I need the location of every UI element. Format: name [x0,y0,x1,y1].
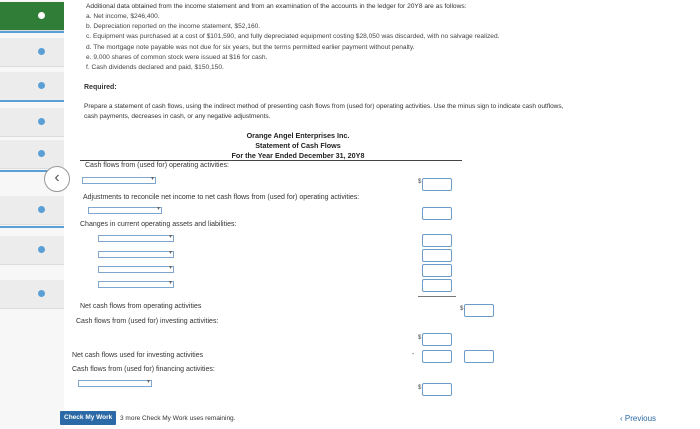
currency-symbol: $ [418,179,422,185]
list-item: a. Net income, $246,400. [86,13,160,20]
currency-symbol: $ [418,335,422,341]
change-select-2[interactable] [98,251,174,258]
investing-amount-input-2[interactable] [422,350,452,363]
list-item: e. 9,000 shares of common stock were issued at $16 for cash. [86,53,268,61]
list-item: b. Depreciation reported on the income statement, $52,160. [86,23,261,31]
nav-divider [0,31,64,33]
investing-amount-input-1[interactable] [422,333,452,346]
operating-heading: Cash flows from (used for) operating activities: [85,162,229,169]
list-item: d. The mortgage note payable was not due for six years, but the terms permitted earlier payment without penalty. [86,43,415,51]
back-button[interactable] [44,166,70,192]
nav-item-7[interactable] [0,236,64,265]
statement-period: For the Year Ended December 31, 20Y8 [231,151,365,160]
nav-item-4[interactable] [0,108,64,137]
net-investing-amount-input[interactable] [464,350,494,363]
investing-heading: Cash flows from (used for) investing activities: [76,318,219,325]
check-my-work-button[interactable]: Check My Work [60,411,116,425]
currency-symbol: $ [460,306,464,312]
nav-item-8[interactable] [0,280,64,309]
nav-dot [38,150,45,157]
change-select-3[interactable] [98,266,174,273]
subtotal-rule [418,296,456,297]
data-list [86,12,499,73]
nav-item-5[interactable] [0,140,64,169]
list-item: c. Equipment was purchased at a cost of $101,590, and fully depreciated equipment costing $28,050 was discarded, with no salvage realized. [86,33,500,41]
financing-heading: Cash flows from (used for) financing activities: [72,366,215,373]
intro-text: Additional data obtained from the income statement and from an examination of the accounts in the ledger for 20Y8 are as follows: [86,3,467,10]
header-rule [80,160,462,161]
sidebar-nav [0,0,64,429]
net-investing-label: Net cash flows used for investing activities [72,352,204,359]
change-select-1[interactable] [98,235,174,242]
nav-dot [38,290,45,297]
nav-dot [38,118,45,125]
nav-item-1[interactable] [0,2,64,31]
list-item: f. Cash dividends declared and paid, $150,150. [86,64,224,72]
nav-item-6[interactable] [0,196,64,225]
net-income-amount-input[interactable] [422,178,452,191]
nav-item-3[interactable] [0,72,64,101]
instructions-line-2: cash payments, decreases in cash, or any negative adjustments. [84,113,271,120]
change-select-4[interactable] [98,281,174,288]
financing-select[interactable] [78,380,152,387]
change-amount-input-1[interactable] [422,234,452,247]
minus-sign: - [412,351,415,358]
adjustments-heading: Adjustments to reconcile net income to net cash flows from (used for) operating activities: [83,194,360,201]
nav-item-2[interactable] [0,38,64,67]
currency-symbol: $ [418,385,422,391]
check-remaining-note: 3 more Check My Work uses remaining. [120,415,236,422]
nav-dot [38,48,45,55]
adjustment-amount-input[interactable] [422,207,452,220]
net-operating-amount-input[interactable] [464,304,494,317]
company-name: Orange Angel Enterprises Inc. [246,131,350,140]
nav-divider [0,100,64,102]
nav-dot [38,82,45,89]
changes-heading: Changes in current operating assets and liabilities: [80,221,237,228]
problem-content [64,0,700,429]
chevron-left-icon: ‹ [620,414,625,423]
nav-divider [0,226,64,228]
previous-button[interactable] [620,414,656,423]
nav-dot [38,246,45,253]
change-amount-input-2[interactable] [422,249,452,262]
change-amount-input-3[interactable] [422,264,452,277]
net-operating-label: Net cash flows from operating activities [80,303,202,310]
chevron-left-icon: ‹ [54,169,60,186]
nav-dot [38,12,45,19]
change-amount-input-4[interactable] [422,279,452,292]
required-label: Required: [84,84,117,91]
adjustment-select[interactable] [88,207,162,214]
statement-title: Statement of Cash Flows [255,141,341,150]
operating-label-select[interactable] [82,177,156,184]
previous-label: Previous [624,414,657,423]
instructions-line-1: Prepare a statement of cash flows, using the indirect method of presenting cash flows from (used for) operating activities. Use the minus sign to indicate cash outflows, [84,103,564,110]
financing-amount-input[interactable] [422,383,452,396]
nav-dot [38,206,45,213]
